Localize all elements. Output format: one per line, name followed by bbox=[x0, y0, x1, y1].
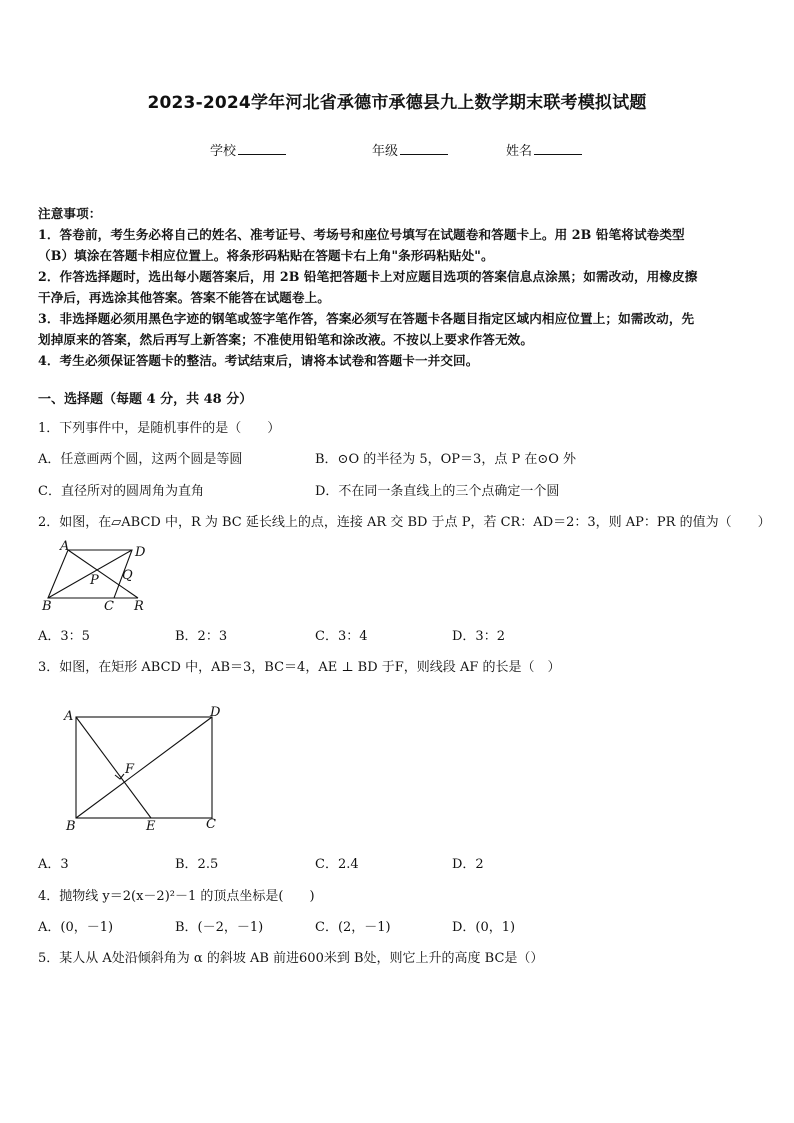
question-3-figure bbox=[60, 702, 230, 834]
label-e: E bbox=[146, 819, 156, 834]
question-3-option-d: D．2 bbox=[452, 857, 484, 872]
name-field bbox=[506, 140, 582, 159]
school-blank bbox=[238, 142, 286, 155]
label-a: A bbox=[64, 709, 74, 724]
question-1-option-a: A．任意画两个圆，这两个圆是等圆 bbox=[38, 452, 243, 467]
label-r: R bbox=[134, 599, 144, 614]
question-2-stem: 2．如图，在▱ABCD 中，R 为 BC 延长线上的点，连接 AR 交 BD 于点 P，若 CR：AD＝2：3，则 AP：PR 的值为（ ） bbox=[38, 515, 771, 530]
notes-heading: 注意事项： bbox=[38, 206, 102, 221]
grade-label: 年级 bbox=[372, 144, 399, 159]
question-3-stem: 3．如图，在矩形 ABCD 中，AB＝3，BC＝4，AE ⊥ BD 于F，则线段 AF 的长是（ ） bbox=[38, 660, 561, 675]
question-3-option-b: B．2.5 bbox=[175, 857, 219, 872]
question-3-option-a: A．3 bbox=[38, 857, 69, 872]
notes-line: （B）填涂在答题卡相应位置上。将条形码粘贴在答题卡右上角"条形码粘贴处"。 bbox=[38, 248, 494, 263]
question-2-option-b: B．2：3 bbox=[175, 629, 228, 644]
question-4-option-d: D．(0，1) bbox=[452, 920, 516, 935]
label-b: B bbox=[66, 819, 76, 834]
question-4-stem: 4．抛物线 y＝2(x－2)²－1 的顶点坐标是( ) bbox=[38, 889, 315, 904]
question-3-option-c: C．2.4 bbox=[315, 857, 359, 872]
page-title: 2023-2024学年河北省承德市承德县九上数学期末联考模拟试题 bbox=[147, 93, 647, 113]
label-q: Q bbox=[122, 568, 133, 583]
question-4-option-c: C．(2，－1) bbox=[315, 920, 391, 935]
notes-line: 1．答卷前，考生务必将自己的姓名、准考证号、考场号和座位号填写在试题卷和答题卡上。用 2B 铅笔将试卷类型 bbox=[38, 227, 685, 242]
question-2-option-a: A．3：5 bbox=[38, 629, 90, 644]
question-1-option-d: D．不在同一条直线上的三个点确定一个圆 bbox=[315, 484, 560, 499]
label-c: C bbox=[104, 599, 114, 614]
notes-line: 2．作答选择题时，选出每小题答案后，用 2B 铅笔把答题卡上对应题目选项的答案信息点涂黑；如需改动，用橡皮擦 bbox=[38, 269, 698, 284]
grade-blank bbox=[400, 142, 448, 155]
segment-ae bbox=[76, 717, 151, 818]
school-field bbox=[210, 140, 286, 159]
label-b: B bbox=[42, 599, 52, 614]
grade-field bbox=[372, 140, 448, 159]
label-c: C bbox=[206, 817, 216, 832]
notes-line: 4．考生必须保证答题卡的整洁。考试结束后，请将本试卷和答题卡一并交回。 bbox=[38, 353, 479, 368]
question-2-figure bbox=[38, 538, 158, 614]
question-4-option-a: A．(0，－1) bbox=[38, 920, 114, 935]
segment-bd bbox=[76, 717, 212, 818]
name-label: 姓名 bbox=[506, 144, 533, 159]
question-1-option-b: B．⊙O 的半径为 5，OP＝3，点 P 在⊙O 外 bbox=[315, 452, 577, 467]
section-heading: 一、选择题（每题 4 分，共 48 分） bbox=[38, 392, 253, 407]
label-d: D bbox=[135, 545, 146, 560]
notes-line: 划掉原来的答案，然后再写上新答案；不准使用铅笔和涂改液。不按以上要求作答无效。 bbox=[38, 332, 534, 347]
question-1-stem: 1．下列事件中，是随机事件的是（ ） bbox=[38, 421, 281, 436]
label-f: F bbox=[125, 762, 135, 777]
question-2-option-d: D．3：2 bbox=[452, 629, 505, 644]
question-5-stem: 5．某人从 A处沿倾斜角为 α 的斜坡 AB 前进600米到 B处，则它上升的高度 BC是（） bbox=[38, 951, 544, 966]
label-a: A bbox=[60, 539, 70, 554]
label-d: D bbox=[210, 705, 221, 720]
label-p: P bbox=[90, 573, 99, 588]
question-1-option-c: C．直径所对的圆周角为直角 bbox=[38, 484, 204, 499]
name-blank bbox=[534, 142, 582, 155]
question-4-option-b: B．(－2，－1) bbox=[175, 920, 264, 935]
school-label: 学校 bbox=[210, 144, 237, 159]
question-2-option-c: C．3：4 bbox=[315, 629, 368, 644]
notes-line: 3．非选择题必须用黑色字迹的钢笔或签字笔作答，答案必须写在答题卡各题目指定区域内相应位置上；如需改动，先 bbox=[38, 311, 695, 326]
notes-line: 干净后，再选涂其他答案。答案不能答在试题卷上。 bbox=[38, 290, 330, 305]
